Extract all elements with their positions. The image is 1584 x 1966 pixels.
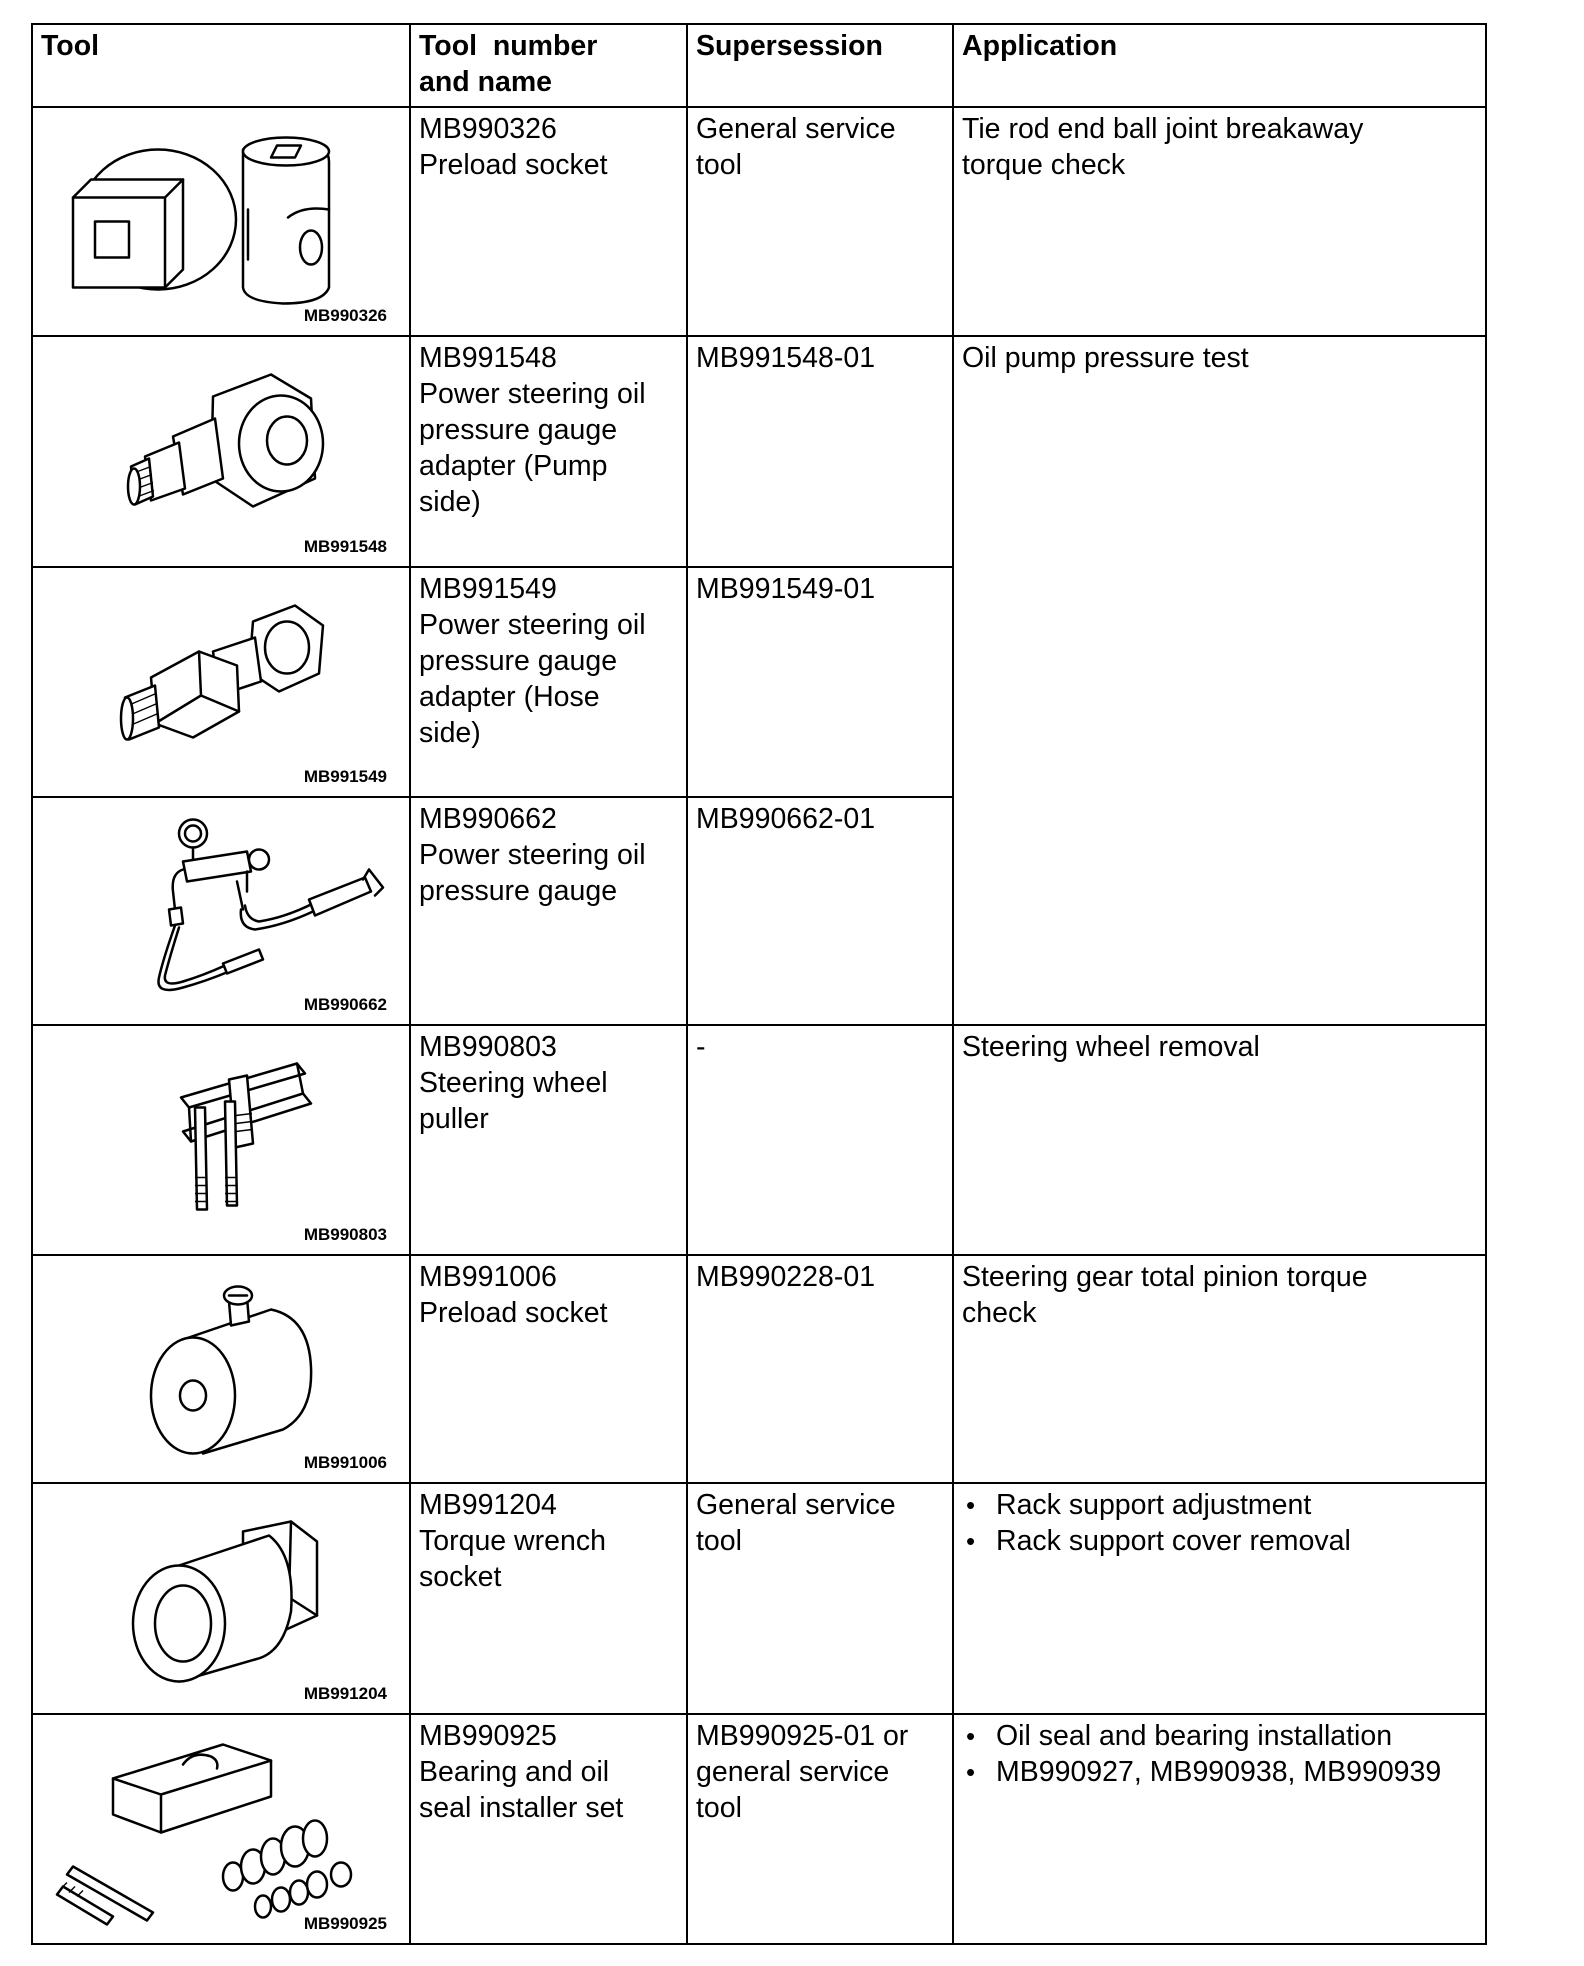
application-bullet: • Rack support adjustment [996,1487,1477,1523]
tool-image-label: MB991204 [303,1684,387,1703]
application-line: Oil pump pressure test [962,342,1249,374]
application-cell [953,1025,1486,1255]
header-tool: Tool [32,24,410,107]
gauge-adapter-hose-icon [33,568,411,796]
tool-image-cell [32,336,410,567]
tool-image-label: MB991548 [303,537,387,556]
supersession-line: General service [696,113,896,145]
supersession-cell [687,1025,953,1255]
table-row [32,1255,1486,1483]
tool-image-label: MB991549 [303,767,387,786]
application-line: check [962,1297,1037,1329]
tool-image-cell [32,797,410,1025]
tool-number: MB990925 [419,1720,557,1752]
supersession-cell [687,1255,953,1483]
table-row [32,336,1486,567]
pressure-gauge-icon [33,798,411,1024]
application-cell [953,1714,1486,1944]
wheel-puller-icon [33,1026,411,1254]
header-tool-number-line1: Tool number [419,30,598,62]
tool-image-cell [32,567,410,797]
tool-number-cell [410,336,687,567]
tool-name-line: seal installer set [419,1792,624,1824]
header-tool-number-line2: and name [419,66,553,98]
supersession-line: tool [696,149,742,181]
preload-socket-icon [33,108,411,335]
tool-number: MB990662 [419,803,557,835]
table-row [32,1483,1486,1714]
tool-image-cell [32,1025,410,1255]
application-line: Steering gear total pinion torque [962,1261,1368,1293]
supersession-line: tool [696,1525,742,1557]
tool-number: MB991549 [419,573,557,605]
tool-number-cell [410,1255,687,1483]
tool-image-label: MB990662 [303,995,387,1014]
tool-name-line: Power steering oil [419,609,646,641]
header-row [32,24,1486,107]
table-row [32,1025,1486,1255]
tool-number: MB990803 [419,1031,557,1063]
application-bullet: • Rack support cover removal [996,1523,1477,1559]
tool-number: MB991006 [419,1261,557,1293]
supersession-line: tool [696,1792,742,1824]
tool-name-line: Power steering oil [419,378,646,410]
tool-image-cell [32,1255,410,1483]
supersession-line: MB990228-01 [696,1261,876,1293]
tool-name-line: adapter (Pump [419,450,608,482]
application-line: torque check [962,149,1126,181]
tool-image-label: MB990326 [303,306,387,325]
application-cell [953,107,1486,336]
supersession-cell [687,336,953,567]
preload-socket-icon [33,1256,411,1482]
installer-set-icon [33,1715,411,1943]
tool-name-line: side) [419,486,481,518]
supersession-cell [687,567,953,797]
tool-number: MB991548 [419,342,557,374]
tool-image-cell [32,1483,410,1714]
tool-image-label: MB991006 [303,1453,387,1472]
tool-name-line: adapter (Hose [419,681,600,713]
header-application: Application [953,24,1486,107]
supersession-line: MB990662-01 [696,803,876,835]
tool-number: MB990326 [419,113,557,145]
application-list [962,1718,1477,1790]
tool-image-label: MB990925 [303,1914,387,1933]
application-line: Tie rod end ball joint breakaway [962,113,1364,145]
tool-name-line: Steering wheel [419,1067,608,1099]
tool-number-cell [410,107,687,336]
tool-name-line: Torque wrench [419,1525,606,1557]
tool-name-line: puller [419,1103,489,1135]
header-tool-number [410,24,687,107]
torque-wrench-socket-icon [33,1484,411,1713]
supersession-cell [687,797,953,1025]
application-bullet: • Oil seal and bearing installation [996,1718,1477,1754]
tool-name-line: Preload socket [419,1297,608,1329]
supersession-line: MB991549-01 [696,573,876,605]
tool-name-line: side) [419,717,481,749]
tool-number-cell [410,1025,687,1255]
header-supersession: Supersession [687,24,953,107]
tool-number-cell [410,1483,687,1714]
supersession-line: general service [696,1756,890,1788]
tool-image-cell [32,1714,410,1944]
application-cell [953,336,1486,1025]
supersession-cell [687,1714,953,1944]
tool-number-cell [410,1714,687,1944]
tool-number-cell [410,797,687,1025]
tool-name-line: pressure gauge [419,875,618,907]
supersession-line: General service [696,1489,896,1521]
gauge-adapter-pump-icon [33,337,411,566]
tool-name-line: pressure gauge [419,645,618,677]
application-list [962,1487,1477,1559]
tool-name-line: Power steering oil [419,839,646,871]
supersession-line: MB990925-01 or [696,1720,909,1752]
tool-name-line: Bearing and oil [419,1756,610,1788]
tool-image-label: MB990803 [303,1225,387,1244]
application-cell [953,1255,1486,1483]
tool-number-cell [410,567,687,797]
application-cell [953,1483,1486,1714]
supersession-line: - [696,1031,706,1063]
tool-number: MB991204 [419,1489,557,1521]
tool-name-line: socket [419,1561,502,1593]
table-row [32,1714,1486,1944]
table-row [32,107,1486,336]
supersession-cell [687,107,953,336]
tool-name-line: pressure gauge [419,414,618,446]
supersession-line: MB991548-01 [696,342,876,374]
application-line: Steering wheel removal [962,1031,1260,1063]
supersession-cell [687,1483,953,1714]
tool-image-cell [32,107,410,336]
application-bullet: • MB990927, MB990938, MB990939 [996,1754,1477,1790]
tool-name-line: Preload socket [419,149,608,181]
special-tools-table [31,23,1487,1945]
